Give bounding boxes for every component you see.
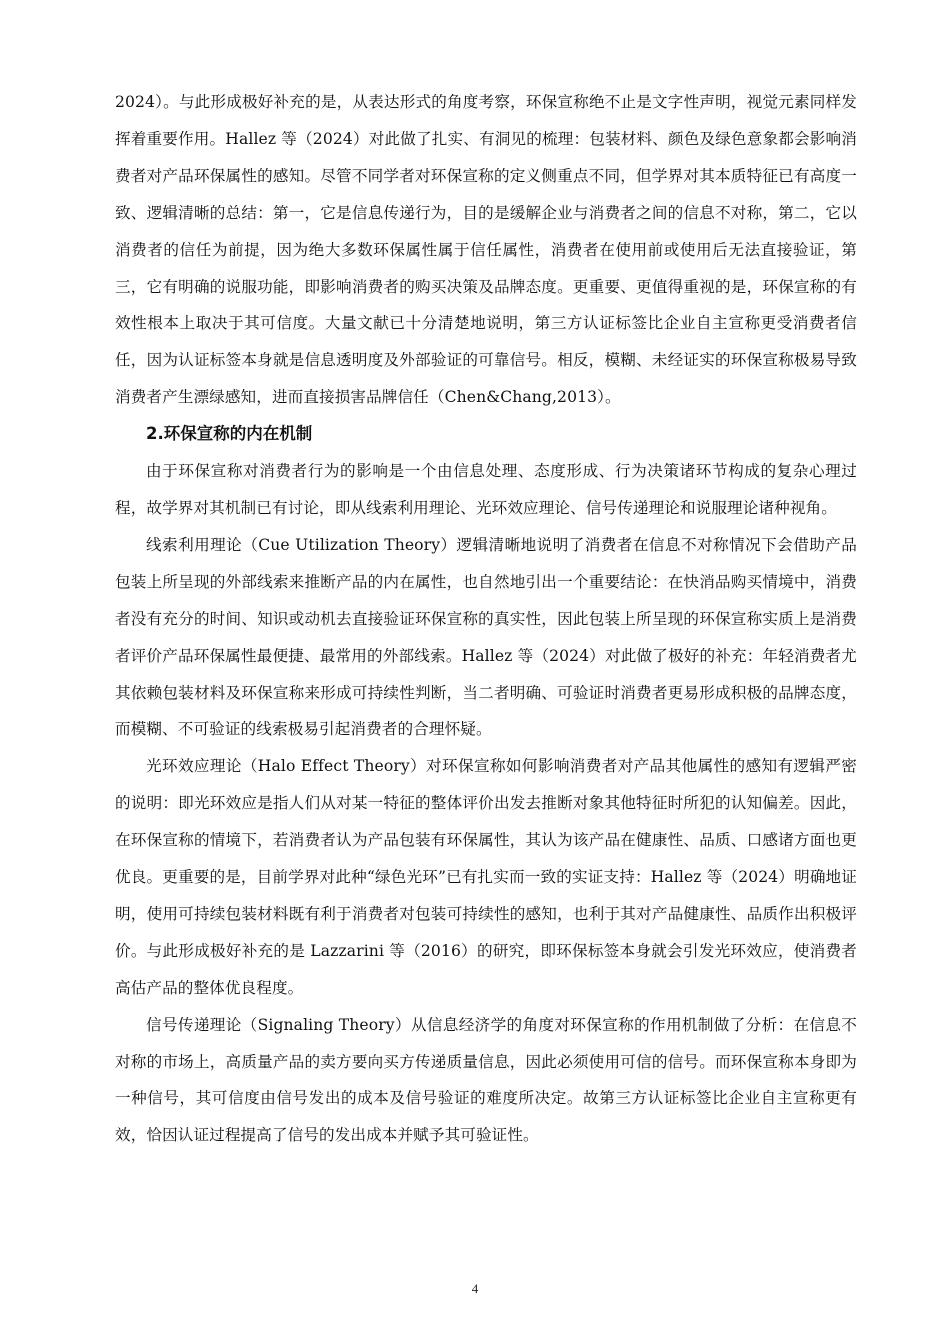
- page-body: [115, 84, 857, 1154]
- page-number: 4: [471, 1281, 479, 1296]
- paragraph-intro-mechanisms: 由于环保宣称对消费者行为的影响是一个由信息处理、态度形成、行为决策诸环节构成的复杂心理过程，故学界对其机制已有讨论，即从线索利用理论、光环效应理论、信号传递理论和说服理论诸种视角。: [115, 462, 857, 517]
- section-heading: 2.环保宣称的内在机制: [146, 424, 313, 444]
- paragraph-cue-utilization: 线索利用理论（Cue Utilization Theory）逻辑清晰地说明了消费者在信息不对称情况下会借助产品包装上所呈现的外部线索来推断产品的内在属性，也自然地引出一个重要结论：在快消品购买情境中，消费者没有充分的时间、知识或动机去直接验证环保宣称的真实性，因此包装上所呈现的环保宣称实质上是消费者评价产品环保属性最便捷、最常用的外部线索。Hallez 等（2024）对此做了极好的补充：年轻消费者尤其依赖包装材料及环保宣称来形成可持续性判断，当二者明确、可验证时消费者更易形成积极的品牌态度，而模糊、不可验证的线索极易引起消费者的合理怀疑。: [115, 535, 857, 739]
- paragraph-continuation: 2024）。与此形成极好补充的是，从表达形式的角度考察，环保宣称绝不止是文字性声明，视觉元素同样发挥着重要作用。Hallez 等（2024）对此做了扎实、有洞见的梳理：包装材料、颜色及绿色意象都会影响消费者对产品环保属性的感知。尽管不同学者对环保宣称的定义侧重点不同，但学界对其本质特征已有高度一致、逻辑清晰的总结：第一，它是信息传递行为，目的是缓解企业与消费者之间的信息不对称，第二，它以消费者的信任为前提，因为绝大多数环保属性属于信任属性，消费者在使用前或使用后无法直接验证，第三，它有明确的说服功能，即影响消费者的购买决策及品牌态度。更重要、更值得重视的是，环保宣称的有效性根本上取决于其可信度。大量文献已十分清楚地说明，第三方认证标签比企业自主宣称更受消费者信任，因为认证标签本身就是信息透明度及外部验证的可靠信号。相反，模糊、未经证实的环保宣称极易导致消费者产生漂绿感知，进而直接损害品牌信任（Chen&Chang,2013）。: [115, 93, 857, 407]
- paragraph-signaling-theory: 信号传递理论（Signaling Theory）从信息经济学的角度对环保宣称的作用机制做了分析：在信息不对称的市场上，高质量产品的卖方要向买方传递质量信息，因此必须使用可信的信号。而环保宣称本身即为一种信号，其可信度由信号发出的成本及信号验证的难度所决定。故第三方认证标签比企业自主宣称更有效，恰因认证过程提高了信号的发出成本并赋予其可验证性。: [115, 1015, 857, 1145]
- paragraph-halo-effect: 光环效应理论（Halo Effect Theory）对环保宣称如何影响消费者对产品其他属性的感知有逻辑严密的说明：即光环效应是指人们从对某一特征的整体评价出发去推断对象其他特征时所犯的认知偏差。因此，在环保宣称的情境下，若消费者认为产品包装有环保属性，其认为该产品在健康性、品质、口感诸方面也更优良。更重要的是，目前学界对此种“绿色光环”已有扎实而一致的实证支持：Hallez 等（2024）明确地证明，使用可持续包装材料既有利于消费者对包装可持续性的感知，也利于其对产品健康性、品质作出积极评价。与此形成极好补充的是 Lazzarini 等（2016）的研究，即环保标签本身就会引发光环效应，使消费者高估产品的整体优良程度。: [115, 757, 857, 997]
